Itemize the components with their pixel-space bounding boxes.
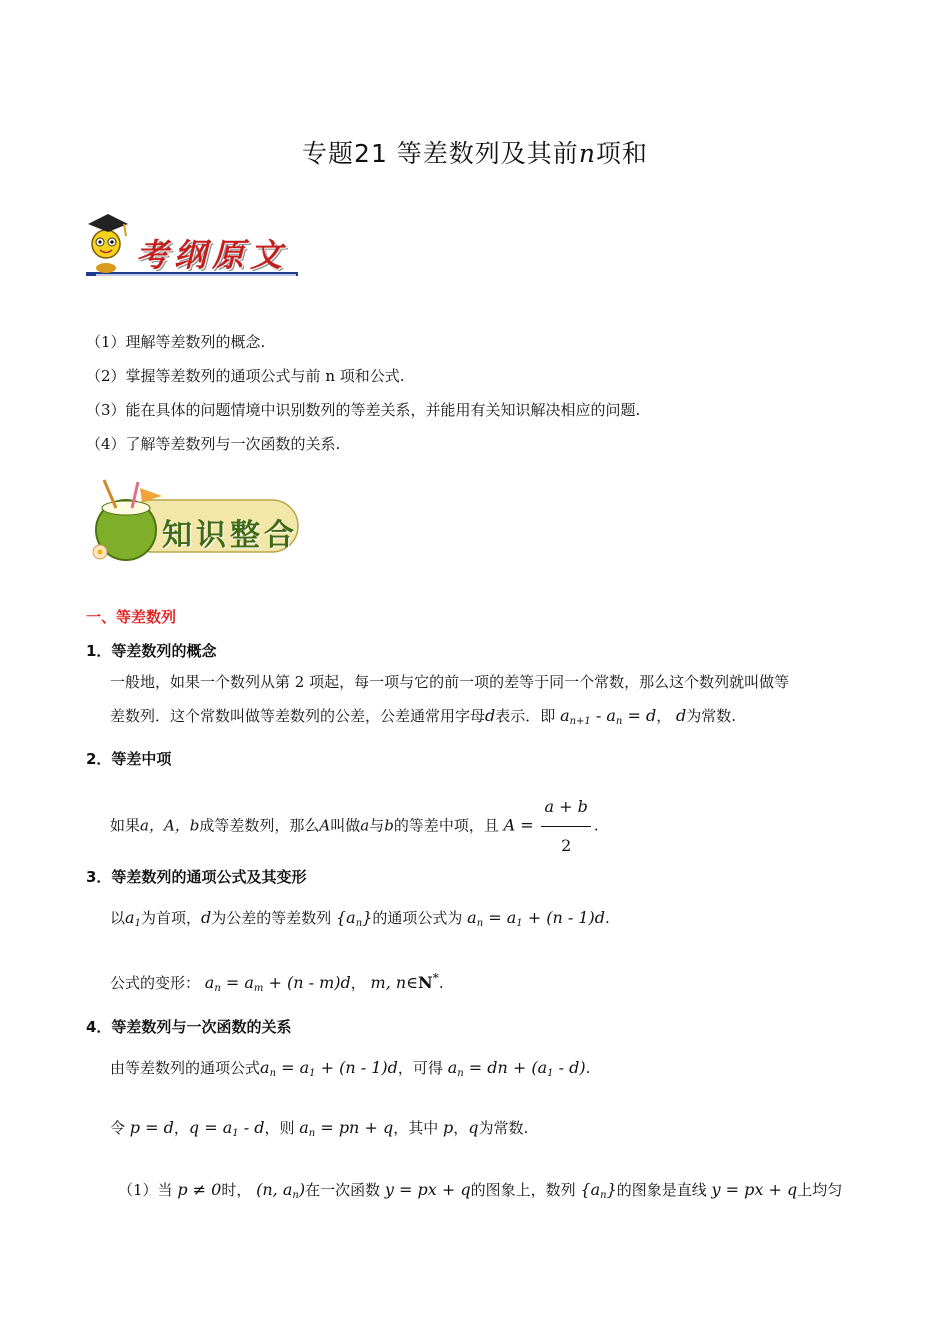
kaogang-banner xyxy=(86,208,301,280)
sub3-line2: 公式的变形： $a_n = a_m + (n - m)d$， m, n∈N*. xyxy=(110,970,444,994)
sub4-line3: （1）当 p ≠ 0时， (n, $a_n$)在一次函数 y = px + q的图象上，数列 $\{a_n\}$的图象是直线 y = px + q上均匀 xyxy=(118,1180,843,1201)
sub4-line1: 由等差数列的通项公式$a_n = a_1 + (n - 1)d$，可得 $a_n$ = dn + $(a_1 - d)$. xyxy=(110,1058,591,1079)
sub-heading-3: 3．等差数列的通项公式及其变形 xyxy=(86,868,307,886)
sub-heading-2: 2．等差中项 xyxy=(86,750,172,768)
zhishi-banner xyxy=(86,478,304,564)
sub-heading-4: 4．等差数列与一次函数的关系 xyxy=(86,1018,292,1036)
sub-heading-1: 1．等差数列的概念 xyxy=(86,642,217,660)
sub1-line2: 差数列．这个常数叫做等差数列的公差，公差通常用字母d表示．即 $a_{n+1} - a_n = d$， d为常数. xyxy=(110,706,737,727)
outline-item-3: （3）能在具体的问题情境中识别数列的等差关系，并能用有关知识解决相应的问题. xyxy=(86,401,641,419)
kaogang-label: 考纲原文 xyxy=(136,236,289,274)
sub2-line: 如果a，A，b成等差数列，那么A叫做a与b的等差中项，且 A = $\frac{a + b}{2}$ . xyxy=(110,790,599,863)
zhishi-label: 知识整合 xyxy=(162,518,298,553)
section-heading: 一、等差数列 xyxy=(86,608,177,626)
formula-variant: $a_n = a_m + (n - m)d$ xyxy=(204,973,351,994)
outline-item-4: （4）了解等差数列与一次函数的关系. xyxy=(86,435,341,453)
formula-general-term: $a_n = a_1 + (n - 1)d$ xyxy=(467,908,606,929)
formula-mean-lhs: A = xyxy=(503,815,534,835)
outline-item-2: （2）掌握等差数列的通项公式与前 n 项和公式. xyxy=(86,367,405,385)
sub4-line2: 令 p = d，$q = a_1 - d$，则 $a_n$ = pn + q，其中 p，q为常数. xyxy=(110,1118,529,1139)
formula-difference: $a_{n+1} - a_n = d$ xyxy=(560,706,657,727)
outline-item-1: （1）理解等差数列的概念. xyxy=(86,333,266,351)
formula-mean-frac: $\frac{a + b}{2}$ xyxy=(541,790,590,863)
sub3-line1: 以$a_1$为首项，d为公差的等差数列 $\{a_n\}$的通项公式为 $a_n = a_1 + (n - 1)d$. xyxy=(110,908,610,929)
sub1-line1: 一般地，如果一个数列从第 2 项起，每一项与它的前一项的差等于同一个常数，那么这个数列就叫做等 xyxy=(110,673,790,691)
page-title: 专题21 等差数列及其前n项和 xyxy=(302,139,648,168)
